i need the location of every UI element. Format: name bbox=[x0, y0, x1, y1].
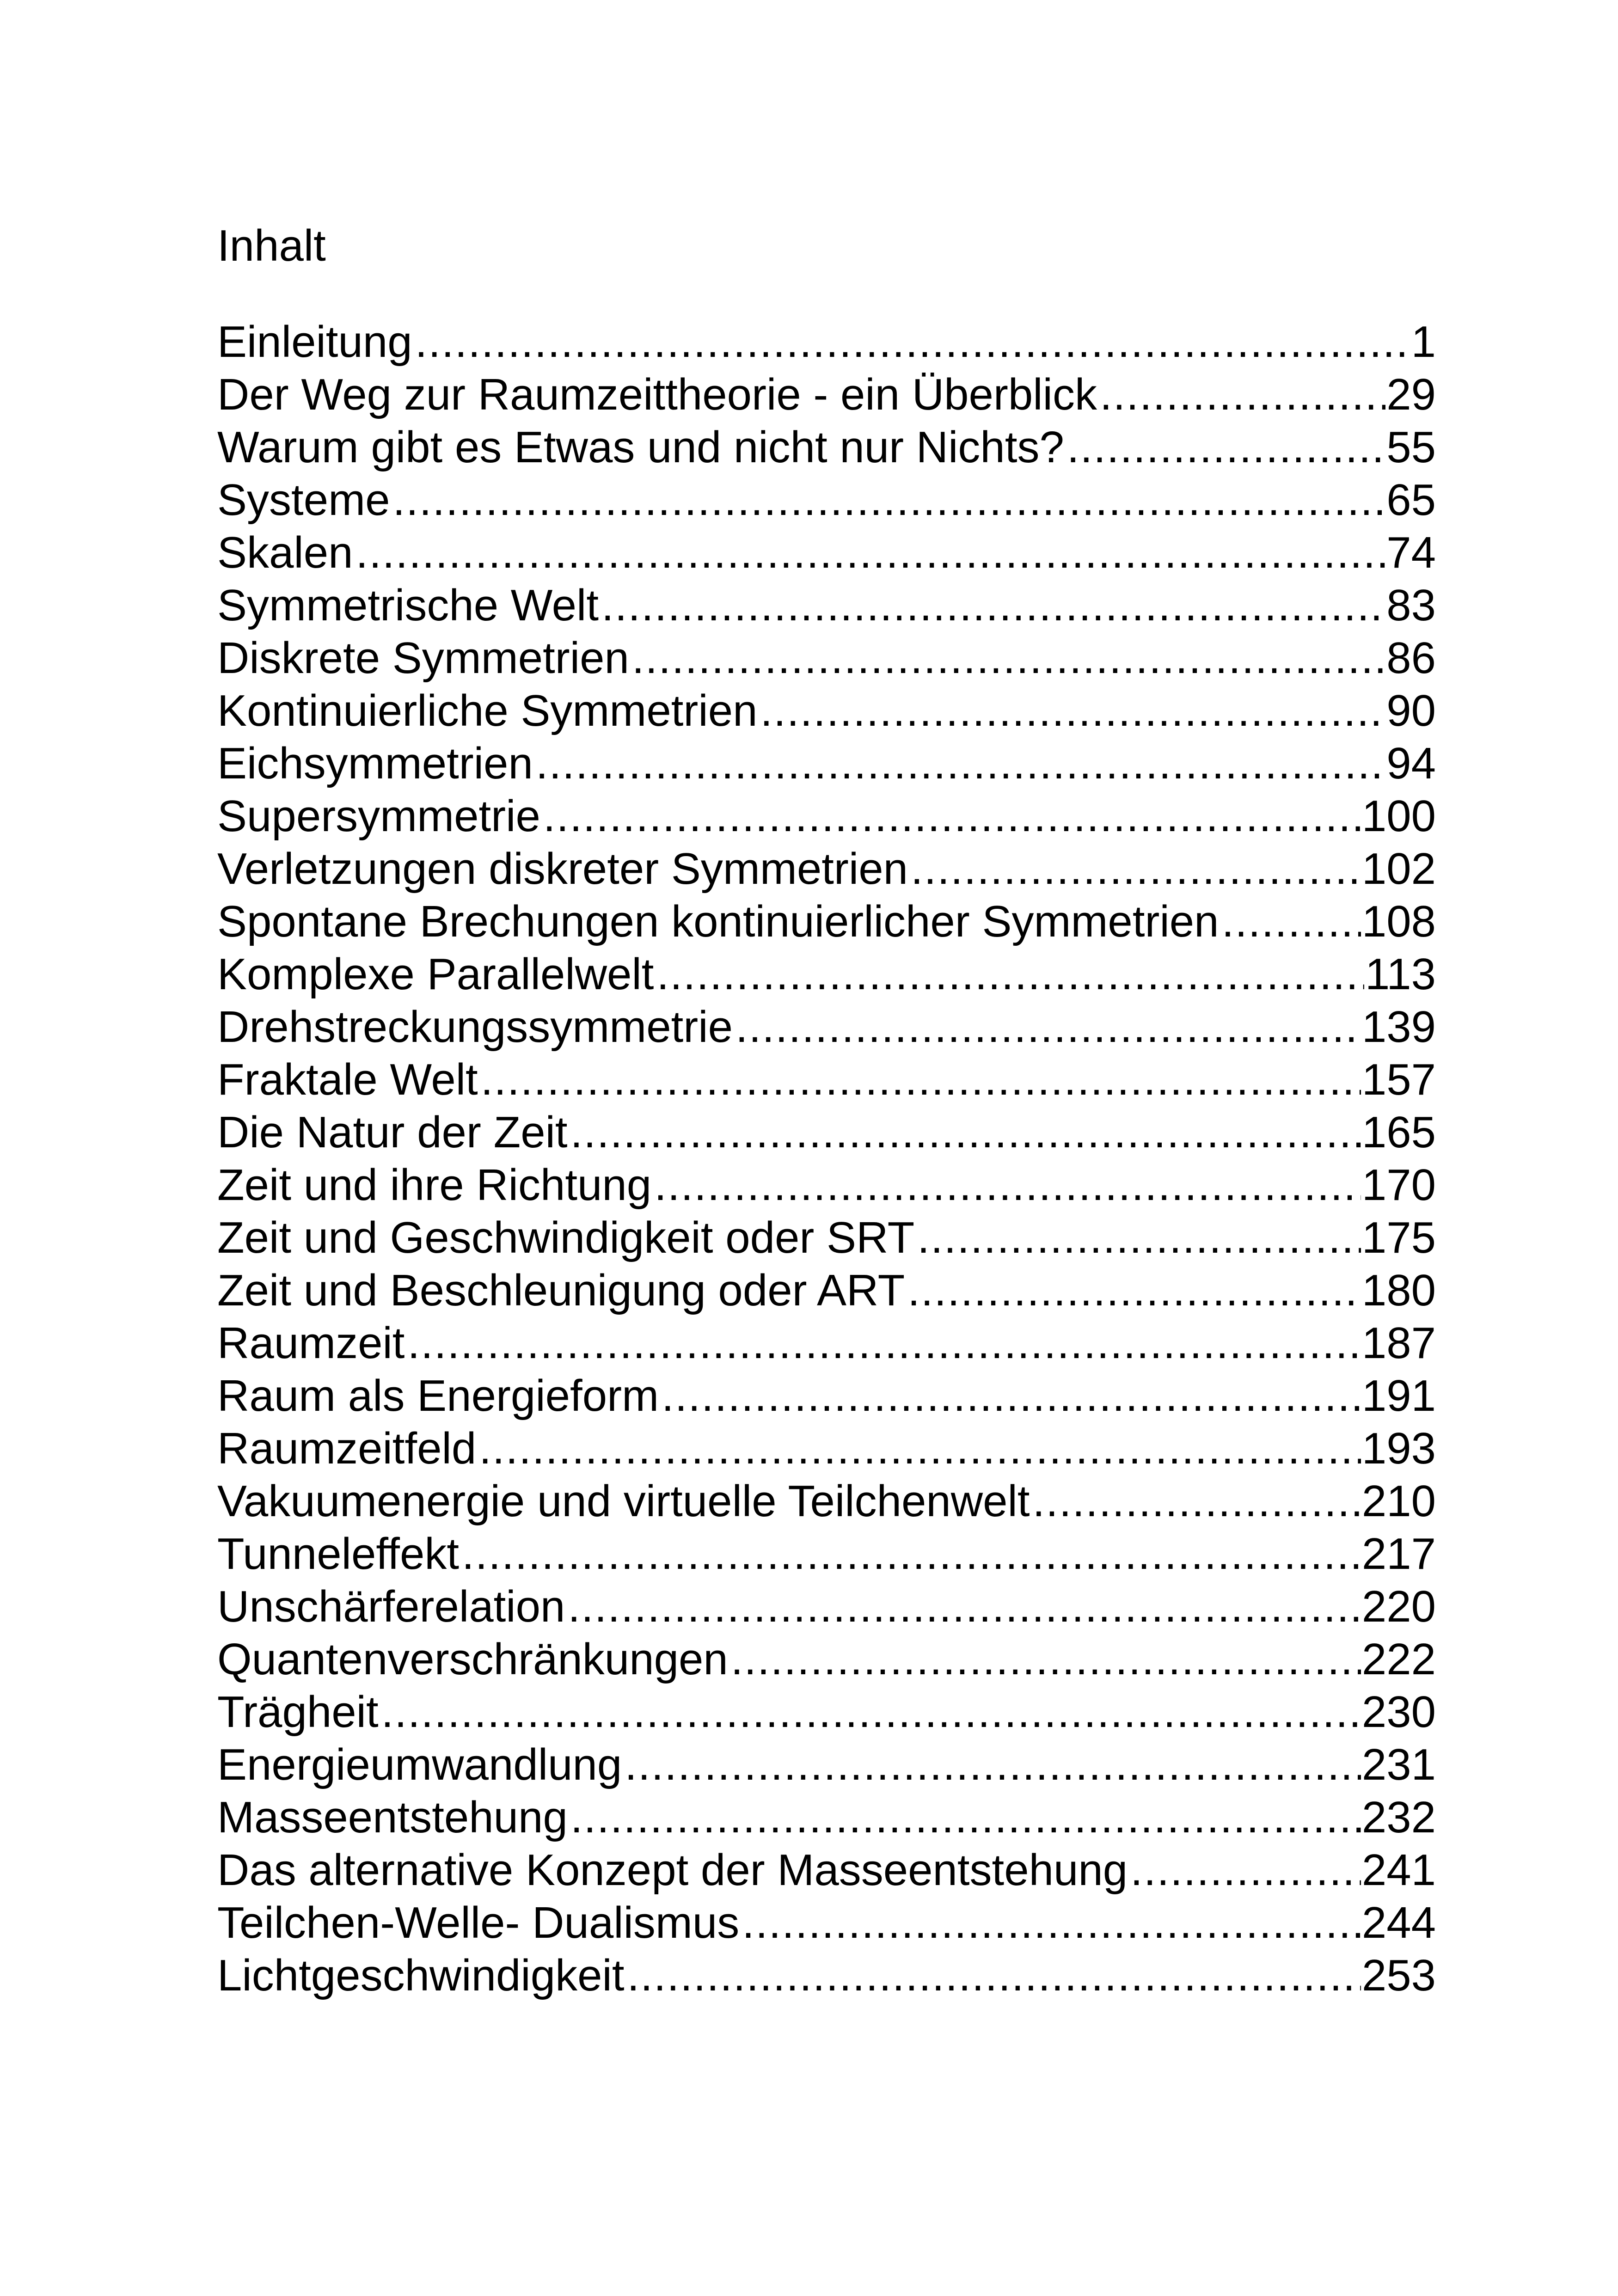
toc-entry-page: 244 bbox=[1361, 1898, 1436, 1947]
toc-leader-dots bbox=[478, 1053, 1361, 1106]
toc-entry-title: Supersymmetrie bbox=[217, 791, 540, 841]
toc-leader-dots bbox=[1030, 1475, 1361, 1528]
toc-leader-dots bbox=[565, 1580, 1361, 1633]
toc-leader-dots bbox=[914, 1212, 1361, 1264]
toc-leader-dots bbox=[353, 527, 1386, 579]
toc-entry-page: 157 bbox=[1361, 1055, 1436, 1104]
toc-list bbox=[217, 316, 1436, 2002]
toc-entry-page: 180 bbox=[1361, 1266, 1436, 1315]
toc-leader-dots bbox=[404, 1317, 1361, 1370]
toc-entry[interactable] bbox=[217, 632, 1436, 685]
toc-entry-title: Vakuumenergie und virtuelle Teilchenwelt bbox=[217, 1476, 1030, 1526]
toc-leader-dots bbox=[459, 1528, 1361, 1580]
toc-entry-title: Teilchen-Welle- Dualismus bbox=[217, 1898, 740, 1947]
toc-entry-page: 86 bbox=[1386, 633, 1436, 683]
toc-entry-page: 65 bbox=[1386, 475, 1436, 525]
toc-entry[interactable] bbox=[217, 1633, 1436, 1686]
toc-leader-dots bbox=[625, 1949, 1361, 2002]
toc-leader-dots bbox=[1219, 895, 1361, 948]
toc-entry-title: Zeit und Geschwindigkeit oder SRT bbox=[217, 1213, 915, 1262]
toc-entry[interactable] bbox=[217, 1106, 1436, 1159]
toc-entry-title: Symmetrische Welt bbox=[217, 581, 599, 630]
toc-entry-title: Energieumwandlung bbox=[217, 1740, 622, 1789]
toc-entry[interactable] bbox=[217, 421, 1436, 474]
toc-entry[interactable] bbox=[217, 1949, 1436, 2002]
toc-entry[interactable] bbox=[217, 579, 1436, 632]
toc-entry-page: 74 bbox=[1386, 528, 1436, 577]
toc-entry-title: Systeme bbox=[217, 475, 390, 525]
toc-leader-dots bbox=[659, 1370, 1361, 1422]
toc-entry-page: 222 bbox=[1361, 1635, 1436, 1684]
toc-entry[interactable] bbox=[217, 1001, 1436, 1053]
toc-entry-page: 193 bbox=[1361, 1424, 1436, 1473]
toc-entry[interactable] bbox=[217, 474, 1436, 527]
toc-entry-title: Zeit und Beschleunigung oder ART bbox=[217, 1266, 905, 1315]
toc-entry[interactable] bbox=[217, 1212, 1436, 1264]
toc-entry-page: 231 bbox=[1361, 1740, 1436, 1789]
toc-entry-page: 83 bbox=[1386, 581, 1436, 630]
toc-heading: Inhalt bbox=[217, 221, 326, 270]
toc-entry[interactable] bbox=[217, 1686, 1436, 1739]
toc-leader-dots bbox=[651, 1159, 1361, 1212]
toc-entry[interactable] bbox=[217, 1053, 1436, 1106]
toc-entry[interactable] bbox=[217, 527, 1436, 579]
toc-entry[interactable] bbox=[217, 316, 1436, 368]
toc-entry-page: 232 bbox=[1361, 1793, 1436, 1842]
toc-entry-page: 113 bbox=[1365, 949, 1436, 999]
toc-entry-page: 241 bbox=[1361, 1845, 1436, 1895]
toc-entry[interactable] bbox=[217, 1475, 1436, 1528]
toc-leader-dots bbox=[654, 948, 1364, 1001]
toc-leader-dots bbox=[622, 1739, 1361, 1791]
toc-leader-dots bbox=[1128, 1844, 1361, 1897]
toc-leader-dots bbox=[733, 1001, 1361, 1053]
toc-entry-page: 220 bbox=[1361, 1582, 1436, 1631]
toc-entry[interactable] bbox=[217, 685, 1436, 737]
toc-entry[interactable] bbox=[217, 790, 1436, 843]
toc-entry-title: Trägheit bbox=[217, 1687, 379, 1737]
toc-entry-title: Der Weg zur Raumzeittheorie - ein Überblick bbox=[217, 370, 1097, 419]
toc-leader-dots bbox=[908, 843, 1361, 895]
toc-entry-page: 253 bbox=[1361, 1951, 1436, 2000]
toc-entry-page: 102 bbox=[1361, 844, 1436, 894]
toc-entry-page: 165 bbox=[1361, 1108, 1436, 1157]
toc-entry[interactable] bbox=[217, 737, 1436, 790]
toc-entry-page: 217 bbox=[1361, 1529, 1436, 1579]
toc-entry-title: Zeit und ihre Richtung bbox=[217, 1160, 652, 1210]
toc-entry-page: 210 bbox=[1361, 1476, 1436, 1526]
toc-entry-title: Skalen bbox=[217, 528, 353, 577]
toc-entry[interactable] bbox=[217, 895, 1436, 948]
toc-leader-dots bbox=[540, 790, 1361, 843]
toc-entry-title: Drehstreckungssymmetrie bbox=[217, 1002, 733, 1052]
toc-entry-title: Raumzeitfeld bbox=[217, 1424, 477, 1473]
toc-entry-page: 29 bbox=[1386, 370, 1436, 419]
toc-entry-title: Verletzungen diskreter Symmetrien bbox=[217, 844, 908, 894]
toc-entry-page: 230 bbox=[1361, 1687, 1436, 1737]
toc-entry-title: Raum als Energieform bbox=[217, 1371, 659, 1420]
toc-entry-page: 108 bbox=[1361, 897, 1436, 946]
toc-entry-page: 100 bbox=[1361, 791, 1436, 841]
toc-entry-page: 191 bbox=[1361, 1371, 1436, 1420]
toc-leader-dots bbox=[1064, 421, 1385, 474]
toc-entry[interactable] bbox=[217, 843, 1436, 895]
toc-entry-page: 94 bbox=[1386, 739, 1436, 788]
toc-entry-title: Das alternative Konzept der Masseentstehung bbox=[217, 1845, 1128, 1895]
toc-entry[interactable] bbox=[217, 1844, 1436, 1897]
toc-leader-dots bbox=[412, 316, 1410, 368]
toc-entry-title: Komplexe Parallelwelt bbox=[217, 949, 654, 999]
toc-entry[interactable] bbox=[217, 1739, 1436, 1791]
toc-entry-title: Warum gibt es Etwas und nicht nur Nichts? bbox=[217, 422, 1064, 472]
toc-leader-dots bbox=[905, 1264, 1361, 1317]
toc-entry-page: 1 bbox=[1411, 317, 1436, 367]
toc-leader-dots bbox=[476, 1422, 1361, 1475]
toc-entry-title: Einleitung bbox=[217, 317, 412, 367]
toc-entry-title: Die Natur der Zeit bbox=[217, 1108, 568, 1157]
toc-entry-page: 55 bbox=[1386, 422, 1436, 472]
toc-entry-page: 90 bbox=[1386, 686, 1436, 735]
toc-leader-dots bbox=[599, 579, 1385, 632]
toc-leader-dots bbox=[379, 1686, 1361, 1739]
toc-entry-title: Quantenverschränkungen bbox=[217, 1635, 728, 1684]
toc-entry-page: 170 bbox=[1361, 1160, 1436, 1210]
toc-entry-title: Tunneleffekt bbox=[217, 1529, 460, 1579]
toc-entry[interactable] bbox=[217, 1159, 1436, 1212]
toc-entry-title: Eichsymmetrien bbox=[217, 739, 533, 788]
toc-leader-dots bbox=[629, 632, 1385, 685]
toc-entry-page: 187 bbox=[1361, 1318, 1436, 1368]
toc-leader-dots bbox=[390, 474, 1385, 527]
toc-entry-page: 139 bbox=[1361, 1002, 1436, 1052]
toc-leader-dots bbox=[533, 737, 1385, 790]
toc-entry[interactable] bbox=[217, 1580, 1436, 1633]
toc-leader-dots bbox=[728, 1633, 1361, 1686]
toc-entry-title: Kontinuierliche Symmetrien bbox=[217, 686, 758, 735]
toc-entry-title: Spontane Brechungen kontinuierlicher Symmetrien bbox=[217, 897, 1219, 946]
toc-leader-dots bbox=[568, 1106, 1361, 1159]
toc-entry-title: Fraktale Welt bbox=[217, 1055, 478, 1104]
toc-entry-page: 175 bbox=[1361, 1213, 1436, 1262]
toc-entry[interactable] bbox=[217, 1528, 1436, 1580]
toc-leader-dots bbox=[758, 685, 1386, 737]
toc-entry[interactable] bbox=[217, 948, 1436, 1001]
toc-entry-title: Raumzeit bbox=[217, 1318, 405, 1368]
toc-entry[interactable] bbox=[217, 1264, 1436, 1317]
toc-entry[interactable] bbox=[217, 1422, 1436, 1475]
toc-entry[interactable] bbox=[217, 368, 1436, 421]
toc-leader-dots bbox=[568, 1791, 1361, 1844]
toc-entry-title: Diskrete Symmetrien bbox=[217, 633, 629, 683]
toc-entry-title: Unschärferelation bbox=[217, 1582, 565, 1631]
toc-leader-dots bbox=[739, 1897, 1361, 1949]
toc-entry-title: Lichtgeschwindigkeit bbox=[217, 1951, 625, 2000]
toc-leader-dots bbox=[1097, 368, 1385, 421]
toc-entry[interactable] bbox=[217, 1897, 1436, 1949]
toc-entry[interactable] bbox=[217, 1370, 1436, 1422]
toc-entry[interactable] bbox=[217, 1791, 1436, 1844]
toc-entry[interactable] bbox=[217, 1317, 1436, 1370]
toc-entry-title: Masseentstehung bbox=[217, 1793, 568, 1842]
